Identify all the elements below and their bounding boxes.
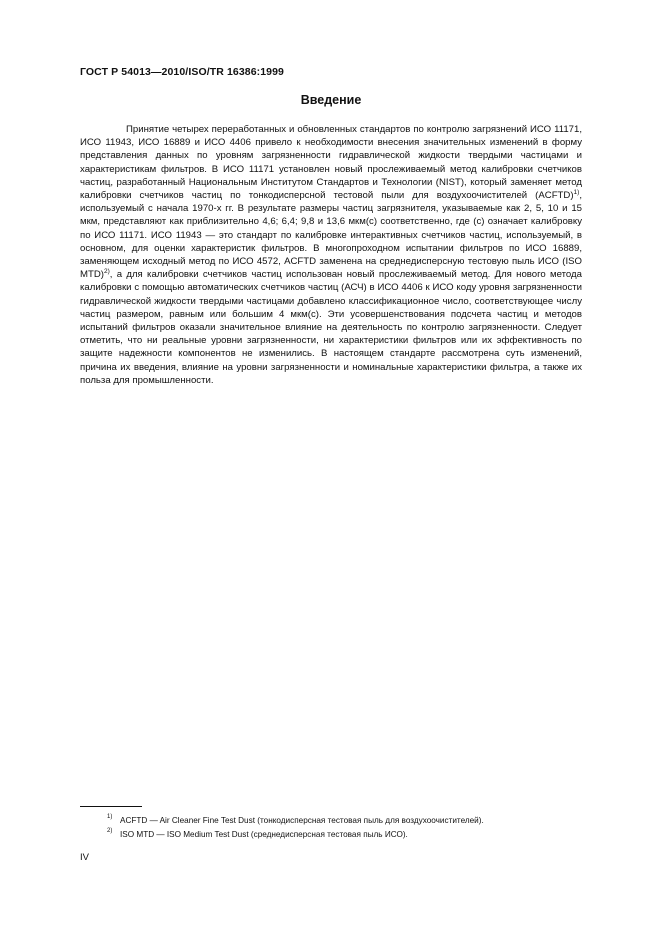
paragraph-text-part-3: , а для калибровки счетчиков частиц использован новый прослеживаемый метод. Для нового метода калибровки с помощью автоматических счетчиков частиц (АСЧ) в ИСО 4406 к ИСО коду уровня загрязненности гидравлической жидкости твердыми частицами добавлено классификационное число, соответствующее числу частиц размером, равным или большим 4 мкм(c). Эти усовершенствования подсчета частиц и методов испытаний фильтров оказали значительное влияние на деятельность по контролю загрязненности. Следует отметить, что ни реальные уровни загрязненности, ни характеристики фильтров или их эффективность по защите надежности компонентов не изменились. В настоящем стандарте рассмотрена суть изменений, причина их введения, влияние на уровни загрязненности и номинальные характеристики фильтра, а также их польза для промышленности.: [80, 269, 582, 386]
footnote-reference-2[interactable]: 2): [103, 268, 110, 276]
footnote-text-1: ACFTD — Air Cleaner Fine Test Dust (тонкодисперсная тестовая пыль для воздухоочистителей).: [120, 816, 484, 825]
footnote-text-2: ISO MTD — ISO Medium Test Dust (среднедисперсная тестовая пыль ИСО).: [120, 830, 408, 839]
footnote-1: [80, 815, 600, 826]
document-header: ГОСТ Р 54013—2010/ISO/TR 16386:1999: [80, 66, 284, 78]
footnote-mark-1: 1): [107, 814, 113, 820]
footnote-divider: [80, 806, 142, 807]
paragraph-text-part-2: , используемый с начала 1970-х гг. В результате размеры частиц загрязнителя, указываемые как 2, 5, 10 и 15 мкм, представляют как приблизительно 4,6; 6,4; 9,8 и 13,6 мкм(c) соответственно, где (c) означает калибровку по ИСО 11171. ИСО 11943 — это стандарт по калибровке интерактивных счетчиков частиц, используемый, в основном, для оценки характеристик фильтров. В многопроходном испытании фильтров по ИСО 16889, заменяющем исходный метод по ИСО 4572, ACFTD заменена на среднедисперсную тестовую пыль ИСО (ISO MTD): [80, 190, 582, 281]
section-title: Введение: [300, 93, 362, 107]
footnote-mark-2: 2): [107, 828, 113, 834]
page-number: IV: [80, 852, 89, 863]
footnote-2: [80, 829, 600, 840]
paragraph-text-part-1: Принятие четырех переработанных и обновленных стандартов по контролю загрязнений ИСО 11171, ИСО 11943, ИСО 16889 и ИСО 4406 привело к необходимости внесения значительных изменений в форму представления данных по уровням загрязненности гидравлической жидкости твердыми частицами и характеристикам фильтров. В ИСО 11171 установлен новый прослеживаемый метод калибровки счетчиков частиц, разработанный Национальным Институтом Стандартов и Технологии (NIST), который заменяет метод калибровки счетчиков частиц по тонкодисперсной тестовой пыли для воздухоочистителей (ACFTD): [80, 124, 582, 202]
footnote-reference-1[interactable]: 1): [573, 188, 580, 196]
introduction-paragraph: [80, 123, 582, 387]
